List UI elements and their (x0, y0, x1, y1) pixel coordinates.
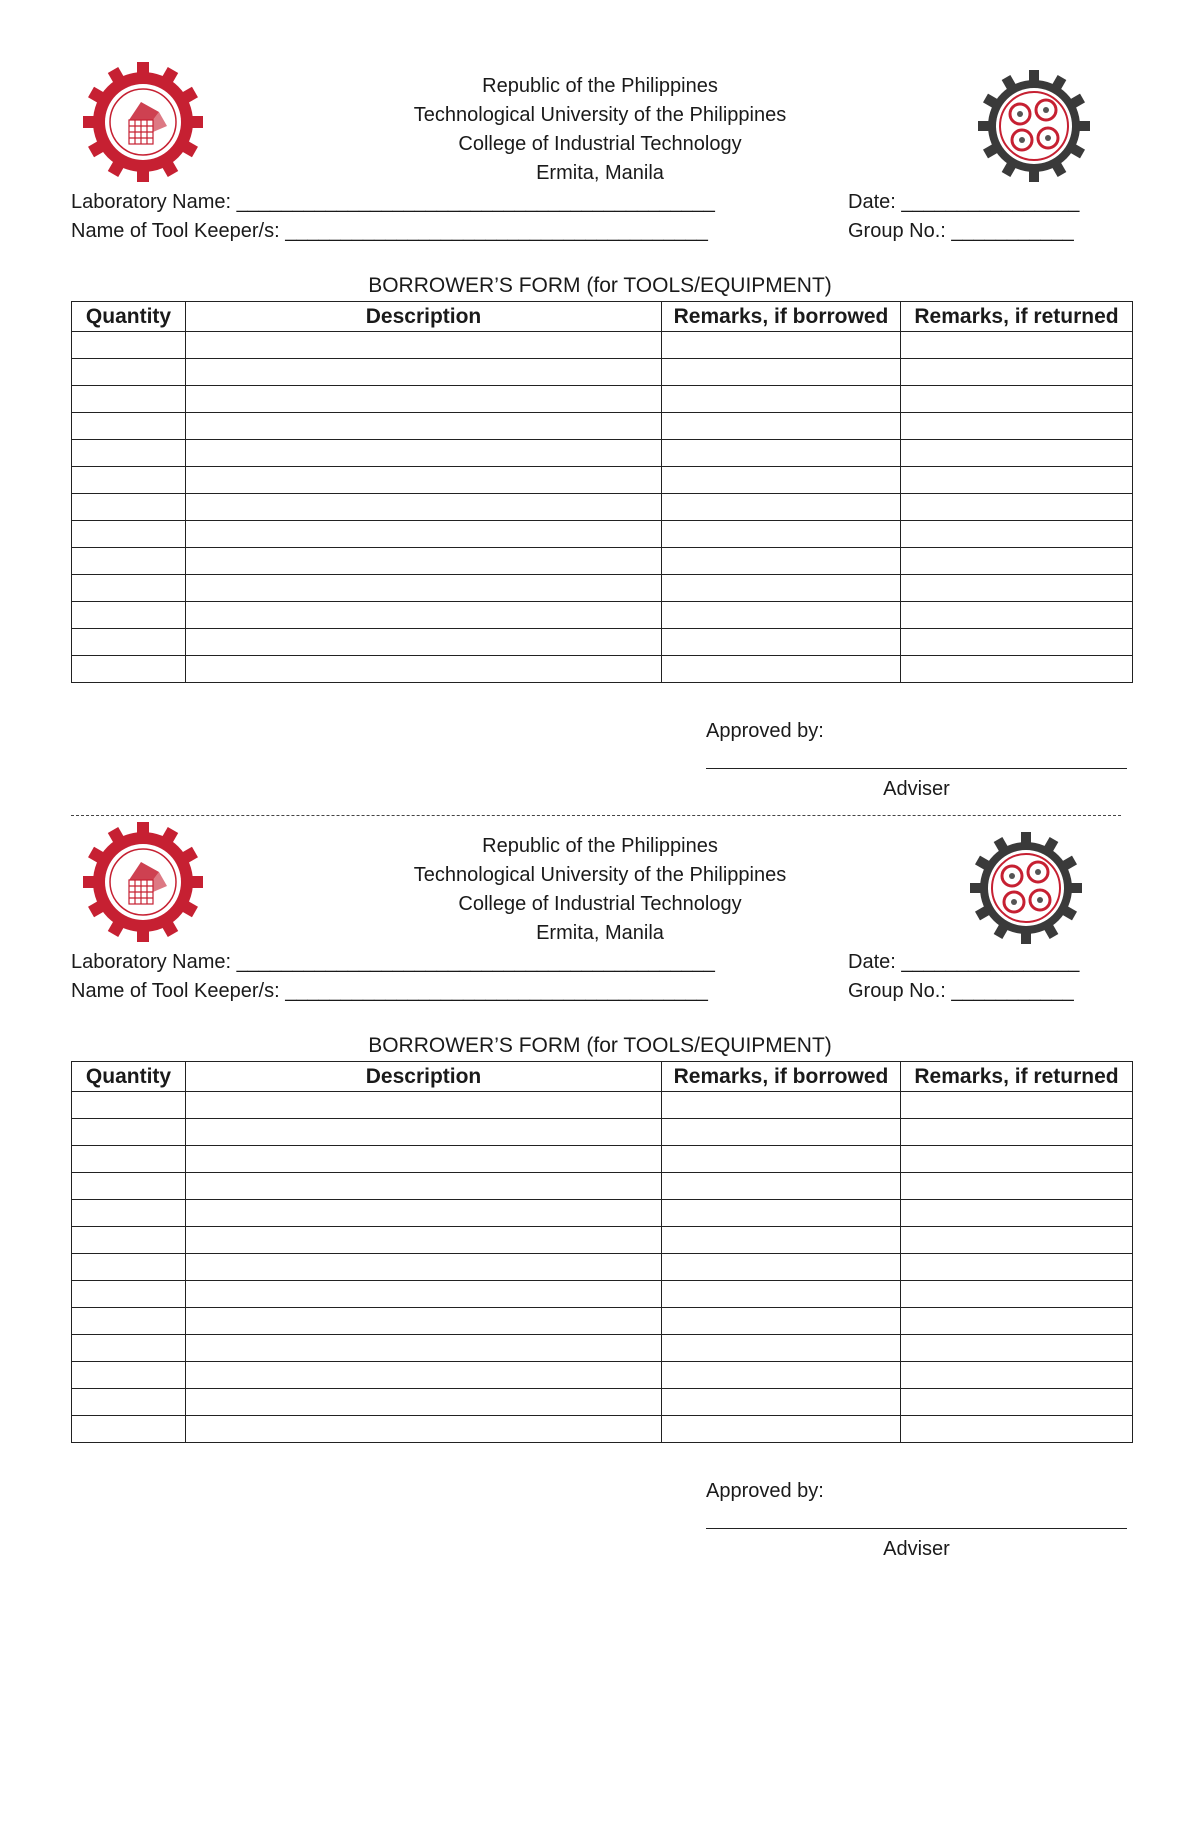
remarks-borrowed-cell[interactable] (662, 386, 901, 413)
remarks-borrowed-cell[interactable] (662, 548, 901, 575)
quantity-cell[interactable] (72, 1092, 186, 1119)
header-remarks-borrowed: Remarks, if borrowed (662, 1062, 901, 1092)
table-row (72, 1416, 1133, 1443)
remarks-returned-cell[interactable] (901, 1416, 1133, 1443)
description-cell[interactable] (186, 1173, 662, 1200)
laboratory-name-field[interactable]: Laboratory Name: ___________________________________________ (71, 191, 715, 213)
remarks-returned-cell[interactable] (901, 1200, 1133, 1227)
laboratory-name-field[interactable]: Laboratory Name: ___________________________________________ (71, 951, 715, 973)
borrowers-table (71, 1061, 1133, 1443)
remarks-borrowed-cell[interactable] (662, 440, 901, 467)
description-cell[interactable] (186, 1092, 662, 1119)
remarks-borrowed-cell[interactable] (662, 1200, 901, 1227)
remarks-returned-cell[interactable] (901, 1362, 1133, 1389)
quantity-cell[interactable] (72, 359, 186, 386)
heading-line-republic: Republic of the Philippines (482, 835, 718, 857)
tup-seal-logo (83, 822, 203, 942)
table-row (72, 1362, 1133, 1389)
remarks-returned-cell[interactable] (901, 386, 1133, 413)
remarks-returned-cell[interactable] (901, 1254, 1133, 1281)
group-number-field[interactable]: Group No.: ___________ (848, 980, 1074, 1002)
heading-line-college: College of Industrial Technology (458, 133, 742, 155)
description-cell[interactable] (186, 1200, 662, 1227)
table-row (72, 602, 1133, 629)
remarks-returned-cell[interactable] (901, 602, 1133, 629)
remarks-borrowed-cell[interactable] (662, 1146, 901, 1173)
remarks-borrowed-cell[interactable] (662, 1335, 901, 1362)
remarks-returned-cell[interactable] (901, 413, 1133, 440)
remarks-returned-cell[interactable] (901, 1389, 1133, 1416)
tool-keeper-field[interactable]: Name of Tool Keeper/s: ______________________________________ (71, 980, 708, 1002)
remarks-borrowed-cell[interactable] (662, 359, 901, 386)
description-cell[interactable] (186, 521, 662, 548)
table-row (72, 1200, 1133, 1227)
description-cell[interactable] (186, 494, 662, 521)
remarks-returned-cell[interactable] (901, 575, 1133, 602)
borrowers-form-top (0, 0, 1200, 800)
table-row (72, 1335, 1133, 1362)
table-row (72, 656, 1133, 683)
quantity-cell[interactable] (72, 629, 186, 656)
approved-by-label: Approved by: (706, 720, 824, 742)
remarks-borrowed-cell[interactable] (662, 1416, 901, 1443)
table-row (72, 467, 1133, 494)
quantity-cell[interactable] (72, 1200, 186, 1227)
table-row (72, 1092, 1133, 1119)
description-cell[interactable] (186, 1416, 662, 1443)
quantity-cell[interactable] (72, 521, 186, 548)
quantity-cell[interactable] (72, 1308, 186, 1335)
quantity-cell[interactable] (72, 656, 186, 683)
quantity-cell[interactable] (72, 440, 186, 467)
signature-line[interactable] (706, 1528, 1127, 1529)
quantity-cell[interactable] (72, 602, 186, 629)
quantity-cell[interactable] (72, 1119, 186, 1146)
table-row (72, 494, 1133, 521)
adviser-label: Adviser (883, 1538, 950, 1560)
quantity-cell[interactable] (72, 413, 186, 440)
table-row (72, 1308, 1133, 1335)
description-cell[interactable] (186, 1362, 662, 1389)
remarks-returned-cell[interactable] (901, 494, 1133, 521)
remarks-returned-cell[interactable] (901, 629, 1133, 656)
quantity-cell[interactable] (72, 1416, 186, 1443)
description-cell[interactable] (186, 1308, 662, 1335)
description-cell[interactable] (186, 1389, 662, 1416)
remarks-returned-cell[interactable] (901, 1146, 1133, 1173)
heading-line-location: Ermita, Manila (536, 162, 664, 184)
remarks-borrowed-cell[interactable] (662, 602, 901, 629)
heading-line-university: Technological University of the Philippines (413, 864, 787, 886)
remarks-borrowed-cell[interactable] (662, 1119, 901, 1146)
description-cell[interactable] (186, 602, 662, 629)
remarks-borrowed-cell[interactable] (662, 413, 901, 440)
quantity-cell[interactable] (72, 1254, 186, 1281)
quantity-cell[interactable] (72, 494, 186, 521)
form-title: BORROWER’S FORM (for TOOLS/EQUIPMENT) (368, 1034, 832, 1057)
remarks-returned-cell[interactable] (901, 1308, 1133, 1335)
remarks-returned-cell[interactable] (901, 332, 1133, 359)
remarks-returned-cell[interactable] (901, 359, 1133, 386)
remarks-borrowed-cell[interactable] (662, 467, 901, 494)
header-description: Description (186, 302, 662, 332)
header-remarks-returned: Remarks, if returned (901, 1062, 1133, 1092)
table-row (72, 386, 1133, 413)
remarks-borrowed-cell[interactable] (662, 1308, 901, 1335)
description-cell[interactable] (186, 1146, 662, 1173)
description-cell[interactable] (186, 467, 662, 494)
header-remarks-returned: Remarks, if returned (901, 302, 1133, 332)
quantity-cell[interactable] (72, 332, 186, 359)
quantity-cell[interactable] (72, 548, 186, 575)
quantity-cell[interactable] (72, 1362, 186, 1389)
table-row (72, 1389, 1133, 1416)
description-cell[interactable] (186, 1119, 662, 1146)
remarks-borrowed-cell[interactable] (662, 656, 901, 683)
remarks-borrowed-cell[interactable] (662, 1389, 901, 1416)
remarks-borrowed-cell[interactable] (662, 1362, 901, 1389)
quantity-cell[interactable] (72, 1146, 186, 1173)
header-description: Description (186, 1062, 662, 1092)
description-cell[interactable] (186, 656, 662, 683)
group-number-field[interactable]: Group No.: ___________ (848, 220, 1074, 242)
table-row (72, 521, 1133, 548)
heading-line-location: Ermita, Manila (536, 922, 664, 944)
quantity-cell[interactable] (72, 1389, 186, 1416)
remarks-returned-cell[interactable] (901, 467, 1133, 494)
table-row (72, 332, 1133, 359)
approved-by-label: Approved by: (706, 1480, 824, 1502)
form-title: BORROWER’S FORM (for TOOLS/EQUIPMENT) (368, 274, 832, 297)
table-row (72, 1119, 1133, 1146)
header-quantity: Quantity (72, 1062, 186, 1092)
borrowers-form-bottom (0, 760, 1200, 1560)
quantity-cell[interactable] (72, 467, 186, 494)
description-cell[interactable] (186, 1335, 662, 1362)
table-row (72, 413, 1133, 440)
remarks-borrowed-cell[interactable] (662, 1227, 901, 1254)
remarks-borrowed-cell[interactable] (662, 521, 901, 548)
remarks-borrowed-cell[interactable] (662, 1173, 901, 1200)
borrowers-table (71, 301, 1133, 683)
tool-keeper-field[interactable]: Name of Tool Keeper/s: ______________________________________ (71, 220, 708, 242)
table-row (72, 575, 1133, 602)
remarks-borrowed-cell[interactable] (662, 1254, 901, 1281)
table-row (72, 1227, 1133, 1254)
table-header-row (72, 302, 1133, 332)
remarks-borrowed-cell[interactable] (662, 1092, 901, 1119)
cit-gear-logo (970, 832, 1082, 944)
date-field[interactable]: Date: ________________ (848, 191, 1080, 213)
remarks-returned-cell[interactable] (901, 1092, 1133, 1119)
table-row (72, 548, 1133, 575)
quantity-cell[interactable] (72, 386, 186, 413)
table-row (72, 1281, 1133, 1308)
tup-seal-logo (83, 62, 203, 182)
remarks-borrowed-cell[interactable] (662, 332, 901, 359)
table-row (72, 1146, 1133, 1173)
remarks-returned-cell[interactable] (901, 1227, 1133, 1254)
description-cell[interactable] (186, 386, 662, 413)
description-cell[interactable] (186, 1254, 662, 1281)
date-field[interactable]: Date: ________________ (848, 951, 1080, 973)
description-cell[interactable] (186, 440, 662, 467)
remarks-borrowed-cell[interactable] (662, 629, 901, 656)
heading-line-university: Technological University of the Philippines (413, 104, 787, 126)
table-row (72, 1254, 1133, 1281)
remarks-returned-cell[interactable] (901, 1173, 1133, 1200)
remarks-returned-cell[interactable] (901, 656, 1133, 683)
cit-gear-logo (978, 70, 1090, 182)
header-quantity: Quantity (72, 302, 186, 332)
remarks-returned-cell[interactable] (901, 548, 1133, 575)
table-row (72, 359, 1133, 386)
table-row (72, 440, 1133, 467)
description-cell[interactable] (186, 575, 662, 602)
quantity-cell[interactable] (72, 1281, 186, 1308)
quantity-cell[interactable] (72, 1173, 186, 1200)
adviser-label: Adviser (883, 778, 950, 800)
remarks-returned-cell[interactable] (901, 1335, 1133, 1362)
table-row (72, 629, 1133, 656)
heading-line-college: College of Industrial Technology (458, 893, 742, 915)
remarks-returned-cell[interactable] (901, 521, 1133, 548)
table-row (72, 1173, 1133, 1200)
remarks-returned-cell[interactable] (901, 1119, 1133, 1146)
remarks-borrowed-cell[interactable] (662, 575, 901, 602)
description-cell[interactable] (186, 413, 662, 440)
header-remarks-borrowed: Remarks, if borrowed (662, 302, 901, 332)
remarks-borrowed-cell[interactable] (662, 494, 901, 521)
description-cell[interactable] (186, 359, 662, 386)
quantity-cell[interactable] (72, 1227, 186, 1254)
remarks-returned-cell[interactable] (901, 440, 1133, 467)
description-cell[interactable] (186, 1281, 662, 1308)
remarks-borrowed-cell[interactable] (662, 1281, 901, 1308)
remarks-returned-cell[interactable] (901, 1281, 1133, 1308)
institution-heading (300, 832, 900, 948)
description-cell[interactable] (186, 548, 662, 575)
description-cell[interactable] (186, 332, 662, 359)
quantity-cell[interactable] (72, 1335, 186, 1362)
description-cell[interactable] (186, 1227, 662, 1254)
quantity-cell[interactable] (72, 575, 186, 602)
table-header-row (72, 1062, 1133, 1092)
heading-line-republic: Republic of the Philippines (482, 75, 718, 97)
description-cell[interactable] (186, 629, 662, 656)
institution-heading (300, 72, 900, 188)
